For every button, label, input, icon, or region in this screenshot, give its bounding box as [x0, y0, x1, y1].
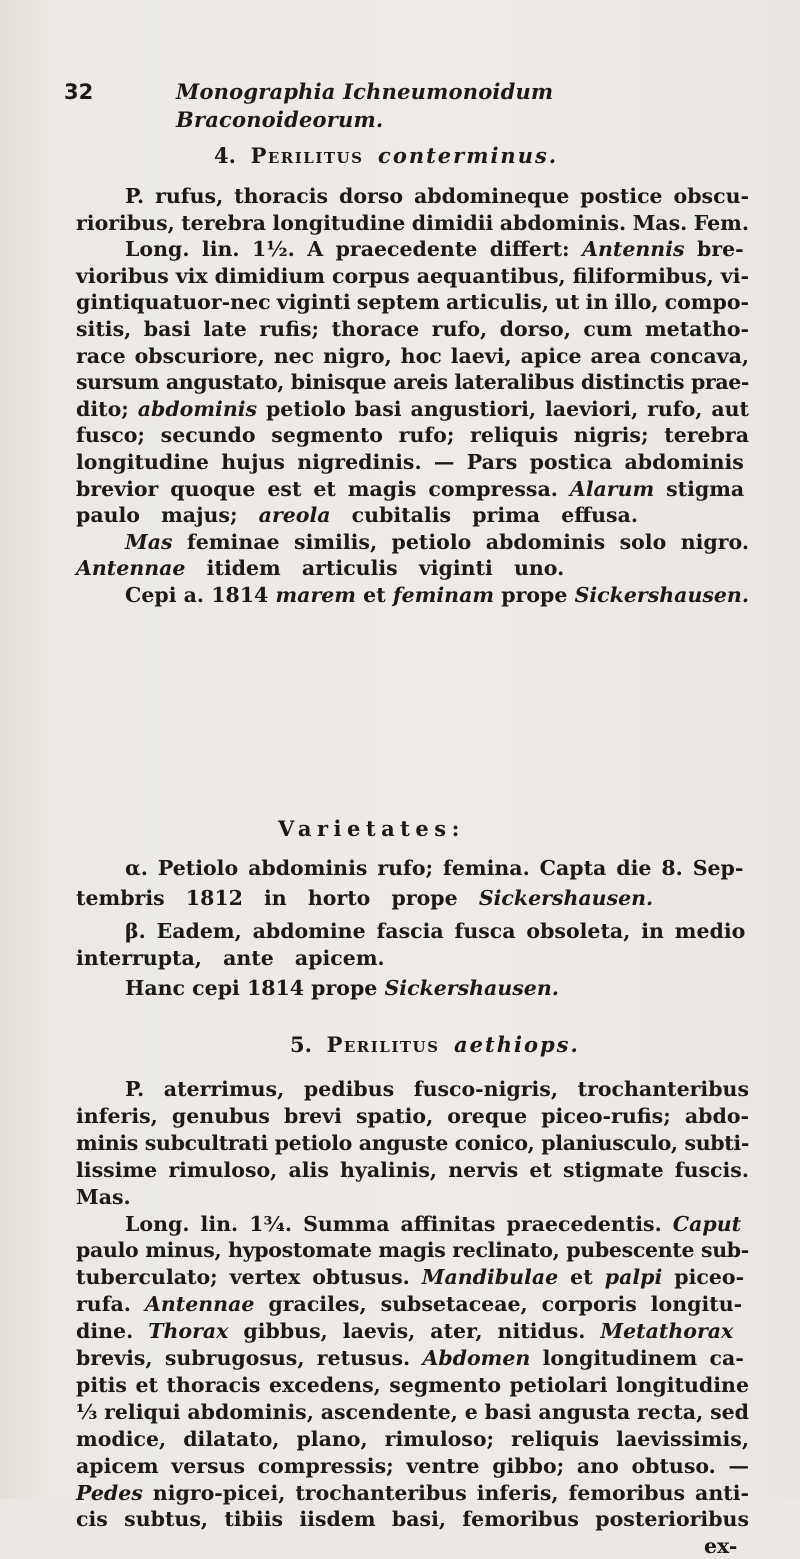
genus-name: Perilitus [326, 1032, 440, 1057]
line-text: Long. lin. 1½. A praecedente differt: [125, 237, 583, 261]
line-text: race obscuriore, nec nigro, hoc laevi, apice area concava, [76, 344, 749, 368]
text-line [125, 529, 749, 555]
line-text: sursum angustato, binisque areis lateralibus distinctis prae- [76, 370, 749, 394]
line-text: cis subtus, tibiis iisdem basi, femoribus posterioribus [76, 1507, 749, 1531]
text-line [76, 316, 749, 342]
text-line [76, 1103, 749, 1129]
text-line [76, 1157, 749, 1183]
italic-term: Antennae [144, 1292, 255, 1316]
line-text: interrupta, ante apicem. [76, 946, 385, 970]
line-text: longitudine hujus nigredinis. — Pars postica abdominis [76, 450, 744, 474]
species-heading-4 [214, 142, 558, 170]
text-line [125, 236, 744, 262]
running-title: Monographia Ichneumonoidum Braconoideorum. [176, 79, 554, 132]
text-line [76, 1184, 131, 1210]
genus-name: Perilitus [250, 143, 364, 168]
line-text: inferis, genubus brevi spatio, oreque piceo-rufis; abdo- [76, 1104, 749, 1128]
text-line [125, 582, 749, 608]
text-line [76, 343, 749, 369]
text-line [125, 918, 745, 944]
text-line [76, 1453, 749, 1479]
line-text: rufa. [76, 1292, 145, 1316]
species-number: 5. [290, 1032, 312, 1057]
italic-term: Sickershausen. [574, 583, 749, 607]
line-text: gibbus, laevis, ater, nitidus. [228, 1319, 601, 1343]
text-line [125, 1211, 741, 1237]
line-text: nigro-picei, trochanteribus inferis, femoribus anti- [142, 1481, 749, 1505]
line-text: P. rufus, thoracis dorso abdomineque postice obscu- [125, 184, 749, 208]
species-heading-5 [290, 1031, 580, 1059]
line-text: dito; [76, 397, 138, 421]
italic-term: areola [258, 503, 331, 527]
italic-term: marem [275, 583, 356, 607]
text-line [76, 1480, 749, 1506]
line-text: β. Eadem, abdomine fascia fusca obsoleta, in medio [125, 919, 746, 943]
text-line [76, 555, 564, 581]
text-line [76, 945, 385, 971]
line-text: paulo minus, hypostomate magis reclinato, pubescente sub- [76, 1238, 749, 1262]
text-line [76, 289, 749, 315]
line-text: dine. [76, 1319, 149, 1343]
species-number: 4. [214, 143, 236, 168]
italic-term: palpi [604, 1265, 663, 1289]
line-text: longitudinem ca- [530, 1346, 744, 1370]
text-line [76, 1399, 749, 1425]
text-line [76, 396, 749, 422]
line-text: pitis et thoracis excedens, segmento petiolari longitudine [76, 1373, 749, 1397]
text-line [76, 1318, 733, 1344]
line-text: petiolo basi angustiori, laeviori, rufo, aut [257, 397, 749, 421]
italic-term: feminam [392, 583, 495, 607]
text-line [76, 885, 653, 911]
line-text: P. aterrimus, pedibus fusco-nigris, trochanteribus [125, 1077, 749, 1101]
line-text: Mas. [76, 1185, 131, 1209]
line-text: ex- [704, 1534, 738, 1558]
italic-term: Alarum [569, 477, 655, 501]
text-line [76, 1506, 749, 1532]
line-text: rioribus, terebra longitudine dimidii abdominis. Mas. Fem. [76, 211, 749, 235]
text-line [76, 422, 749, 448]
italic-term: Mas [125, 530, 173, 554]
line-text: stigma [654, 477, 745, 501]
line-text: bre- [684, 237, 744, 261]
line-text: Cepi a. 1814 [125, 583, 276, 607]
line-text: paulo majus; [76, 503, 259, 527]
line-text: minis subcultrati petiolo anguste conico, planiusculo, subti- [76, 1131, 749, 1155]
text-line [125, 855, 743, 881]
italic-term: Abdomen [422, 1346, 531, 1370]
line-text: α. Petiolo abdominis rufo; femina. Capta die 8. Sep- [125, 856, 744, 880]
line-text: sitis, basi late rufis; thorace rufo, dorso, cum metatho- [76, 317, 749, 341]
text-line [704, 1533, 737, 1559]
line-text: et [355, 583, 393, 607]
species-name: conterminus. [378, 143, 559, 168]
italic-term: Metathorax [600, 1319, 734, 1343]
line-text: et [558, 1265, 605, 1289]
species-name: aethiops. [454, 1032, 580, 1057]
text-line [125, 183, 749, 209]
italic-term: Caput [672, 1212, 742, 1236]
line-text: gintiquatuor-nec viginti septem articulis, ut in illo, compo- [76, 290, 749, 314]
varietates-heading: Varietates: [278, 816, 465, 841]
line-text: fusco; secundo segmento rufo; reliquis nigris; terebra [76, 423, 749, 447]
line-text: tembris 1812 in horto prope [76, 886, 479, 910]
line-text: prope [494, 583, 575, 607]
italic-term: Mandibulae [421, 1265, 559, 1289]
line-text: ⅓ reliqui abdominis, ascendente, e basi angusta recta, sed [76, 1400, 749, 1424]
line-text: piceo- [662, 1265, 745, 1289]
line-text: cubitalis prima effusa. [330, 503, 638, 527]
text-line [76, 210, 749, 236]
text-line [76, 1291, 742, 1317]
text-line [76, 1372, 749, 1398]
text-line [76, 369, 749, 395]
text-line [76, 1264, 744, 1290]
line-text: graciles, subsetaceae, corporis longitu- [254, 1292, 743, 1316]
text-line [125, 975, 559, 1001]
italic-term: abdominis [137, 397, 258, 421]
line-text: itidem articulis viginti uno. [185, 556, 565, 580]
page-number: 32 [64, 80, 94, 104]
text-line [76, 502, 638, 528]
italic-term: Pedes [76, 1481, 143, 1505]
text-line [76, 1130, 749, 1156]
text-line [76, 449, 744, 475]
italic-term: Sickershausen. [384, 976, 559, 1000]
line-text: vioribus vix dimidium corpus aequantibus, filiformibus, vi- [76, 264, 749, 288]
line-text: brevior quoque est et magis compressa. [76, 477, 570, 501]
italic-term: Thorax [148, 1319, 229, 1343]
line-text: modice, dilatato, plano, rimuloso; reliquis laevissimis, [76, 1427, 749, 1451]
italic-term: Antennis [582, 237, 685, 261]
line-text: feminae similis, petiolo abdominis solo nigro. [172, 530, 749, 554]
text-line [125, 1076, 749, 1102]
text-line [76, 1345, 744, 1371]
text-line [76, 1426, 749, 1452]
text-line [76, 263, 749, 289]
line-text: lissime rimuloso, alis hyalinis, nervis et stigmate fuscis. [76, 1158, 749, 1182]
line-text: tuberculato; vertex obtusus. [76, 1265, 422, 1289]
text-line [76, 476, 744, 502]
line-text: brevis, subrugosus, retusus. [76, 1346, 423, 1370]
line-text: Long. lin. 1¾. Summa affinitas praecedentis. [125, 1212, 673, 1236]
text-line [76, 1237, 749, 1263]
italic-term: Sickershausen. [478, 886, 654, 910]
line-text: apicem versus compressis; ventre gibbo; ano obtuso. — [76, 1454, 749, 1478]
italic-term: Antennae [76, 556, 186, 580]
line-text: Hanc cepi 1814 prope [125, 976, 385, 1000]
